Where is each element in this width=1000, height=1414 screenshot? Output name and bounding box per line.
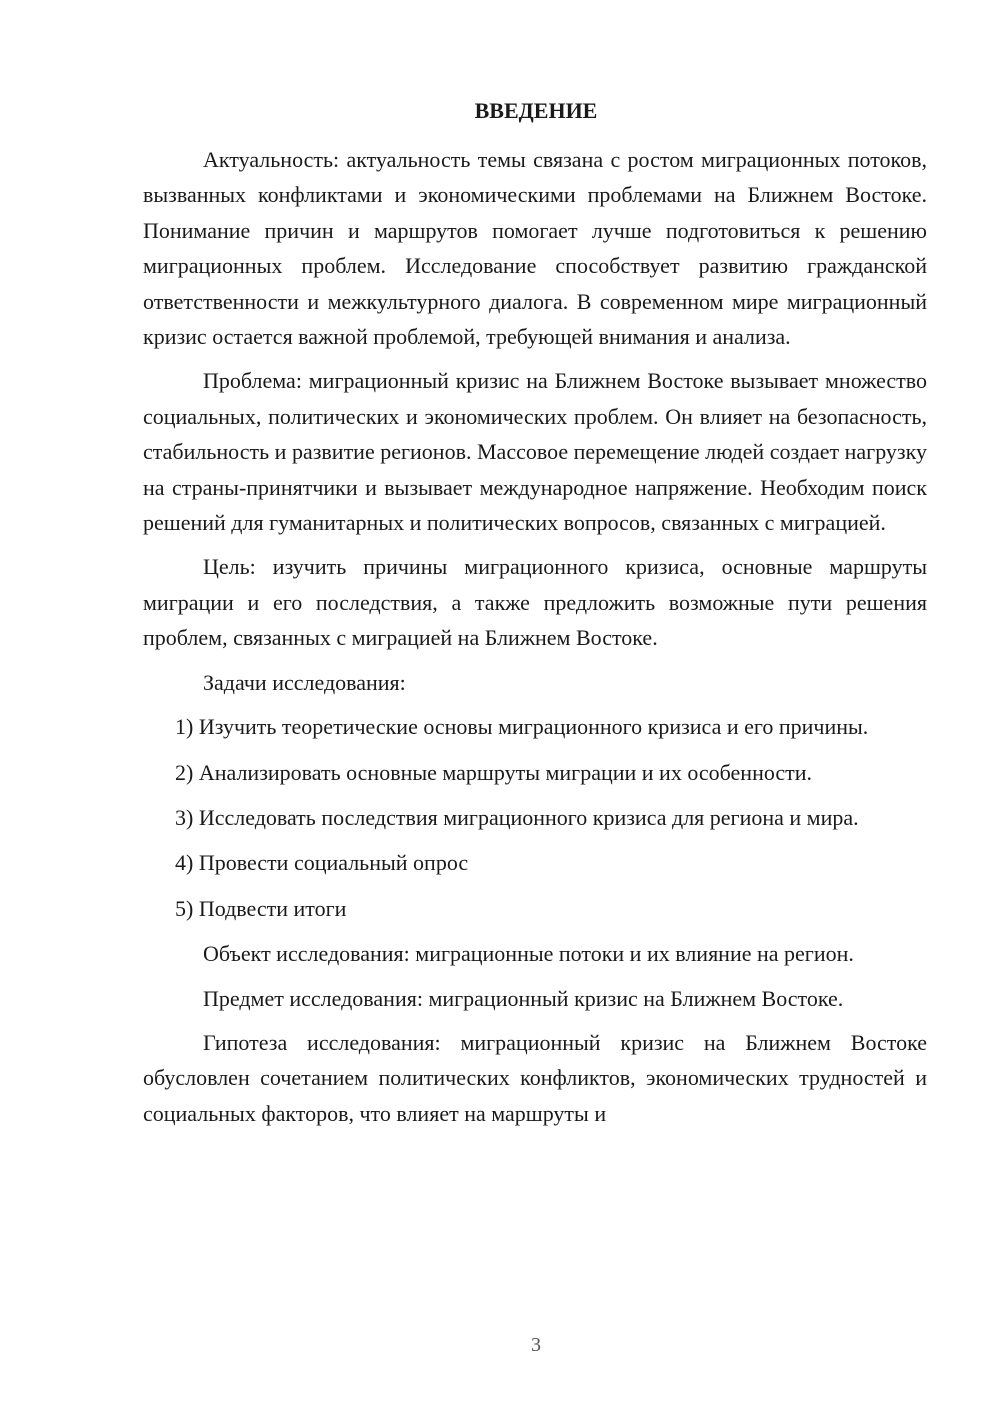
paragraph-relevance: Актуальность: актуальность темы связана с ростом миграционных потоков, вызванных конфликтами и экономическими проблемами на Ближнем Востоке. Понимание причин и маршрутов помогает лучше подготовиться к решению миграционных проблем. Исследование способствует развитию гражданской ответственности и межкультурного диалога. В современном мире миграционный кризис остается важной проблемой, требующей внимания и анализа. [143, 147, 927, 350]
task-item-2: 2) Анализировать основные маршруты миграции и их особенности. [175, 759, 813, 785]
task-item-4: 4) Провести социальный опрос [175, 850, 469, 876]
task-item-1: 1) Изучить теоретические основы миграционного кризиса и его причины. [175, 714, 869, 740]
body-text [143, 142, 927, 1140]
task-item-5: 5) Подвести итоги [175, 895, 347, 921]
task-item-3: 3) Исследовать последствия миграционного кризиса для региона и мира. [175, 804, 859, 830]
page-title: ВВЕДЕНИЕ [474, 98, 598, 123]
paragraph-subject: Предмет исследования: миграционный кризис на Ближнем Востоке. [203, 985, 844, 1011]
page-number: 3 [531, 1334, 541, 1356]
paragraph-problem: Проблема: миграционный кризис на Ближнем Востоке вызывает множество социальных, политических и экономических проблем. Он влияет на безопасность, стабильность и развитие регионов. Массовое перемещение людей создает нагрузку на страны-принятчики и вызывает международное напряжение. Необходим поиск решений для гуманитарных и политических вопросов, связанных с миграцией. [143, 368, 927, 536]
paragraph-goal: Цель: изучить причины миграционного кризиса, основные маршруты миграции и его последствия, а также предложить возможные пути решения проблем, связанных с миграцией на Ближнем Востоке. [143, 554, 927, 651]
paragraph-tasks-heading: Задачи исследования: [203, 669, 406, 695]
paragraph-object: Объект исследования: миграционные потоки и их влияние на регион. [203, 941, 854, 967]
paragraph-hypothesis: Гипотеза исследования: миграционный кризис на Ближнем Востоке обусловлен сочетанием политических конфликтов, экономических трудностей и социальных факторов, что влияет на маршруты и [143, 1029, 927, 1126]
